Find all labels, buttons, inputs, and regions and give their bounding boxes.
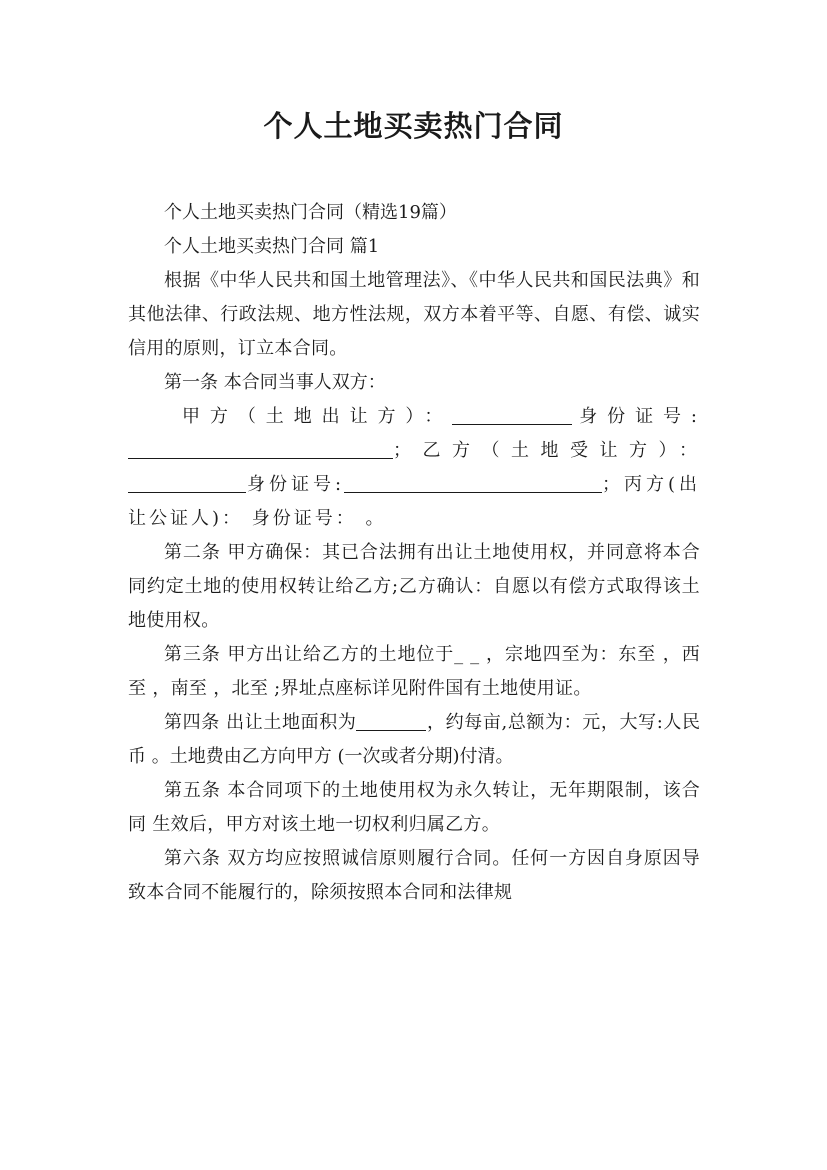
article-5-paragraph: 第五条 本合同项下的土地使用权为永久转让，无年期限制，该合同 生效后，甲方对该土地一切权利归属乙方。 bbox=[128, 780, 700, 835]
id-label-3: 身份证号： bbox=[251, 508, 357, 529]
article-6-paragraph: 第六条 双方均应按照诚信原则履行合同。任何一方因自身原因导致本合同不能履行的，除须按照本合同和法律规 bbox=[128, 848, 700, 903]
article-4-paragraph bbox=[128, 706, 700, 774]
document-title: 个人土地买卖热门合同 bbox=[263, 109, 564, 143]
article-4-before: 第四条 出让土地面积为 bbox=[164, 712, 357, 733]
document-body bbox=[128, 196, 700, 910]
article-1-heading: 第一条 本合同当事人双方： bbox=[164, 372, 386, 393]
preamble-paragraph: 根据《中华人民共和国土地管理法》、《中华人民共和国民法典》和其他法律、行政法规、地方性法规，双方本着平等、自愿、有偿、诚实信用的原则，订立本合同。 bbox=[128, 270, 700, 359]
party-a-label: 甲方（土地出让方）： bbox=[182, 406, 453, 427]
parties-end: 。 bbox=[365, 508, 387, 529]
party-b-id-blank bbox=[344, 474, 602, 493]
party-b-label: ；乙方（土地受让方）： bbox=[393, 440, 700, 461]
party-c-label: ；丙方(出让公证人)： bbox=[128, 474, 700, 529]
article-2-paragraph: 第二条 甲方确保：其已合法拥有出让土地使用权，并同意将本合同约定土地的使用权转让给乙方;乙方确认：自愿以有偿方式取得该土地使用权。 bbox=[128, 542, 700, 631]
article-3-paragraph: 第三条 甲方出让给乙方的土地位于_ _ ，宗地四至为：东至 ，西至 ，南至 ，北至 ;界址点座标详见附件国有土地使用证。 bbox=[128, 644, 700, 699]
party-a-blank bbox=[452, 406, 572, 425]
area-blank bbox=[356, 712, 426, 731]
party-a-id-blank bbox=[128, 440, 393, 459]
parties-paragraph bbox=[128, 400, 700, 536]
subtitle-paragraph: 个人土地买卖热门合同（精选19篇） bbox=[164, 202, 457, 223]
id-label-1: 身份证号: bbox=[572, 406, 700, 427]
id-label-2: 身份证号: bbox=[246, 474, 345, 495]
section-heading: 个人土地买卖热门合同 篇1 bbox=[164, 236, 380, 257]
party-b-blank bbox=[128, 474, 246, 493]
article-4-after: ，约每亩,总额为：元，大写:人民币 。土地费由乙方向甲方 (一次或者分期)付清。 bbox=[128, 712, 700, 767]
